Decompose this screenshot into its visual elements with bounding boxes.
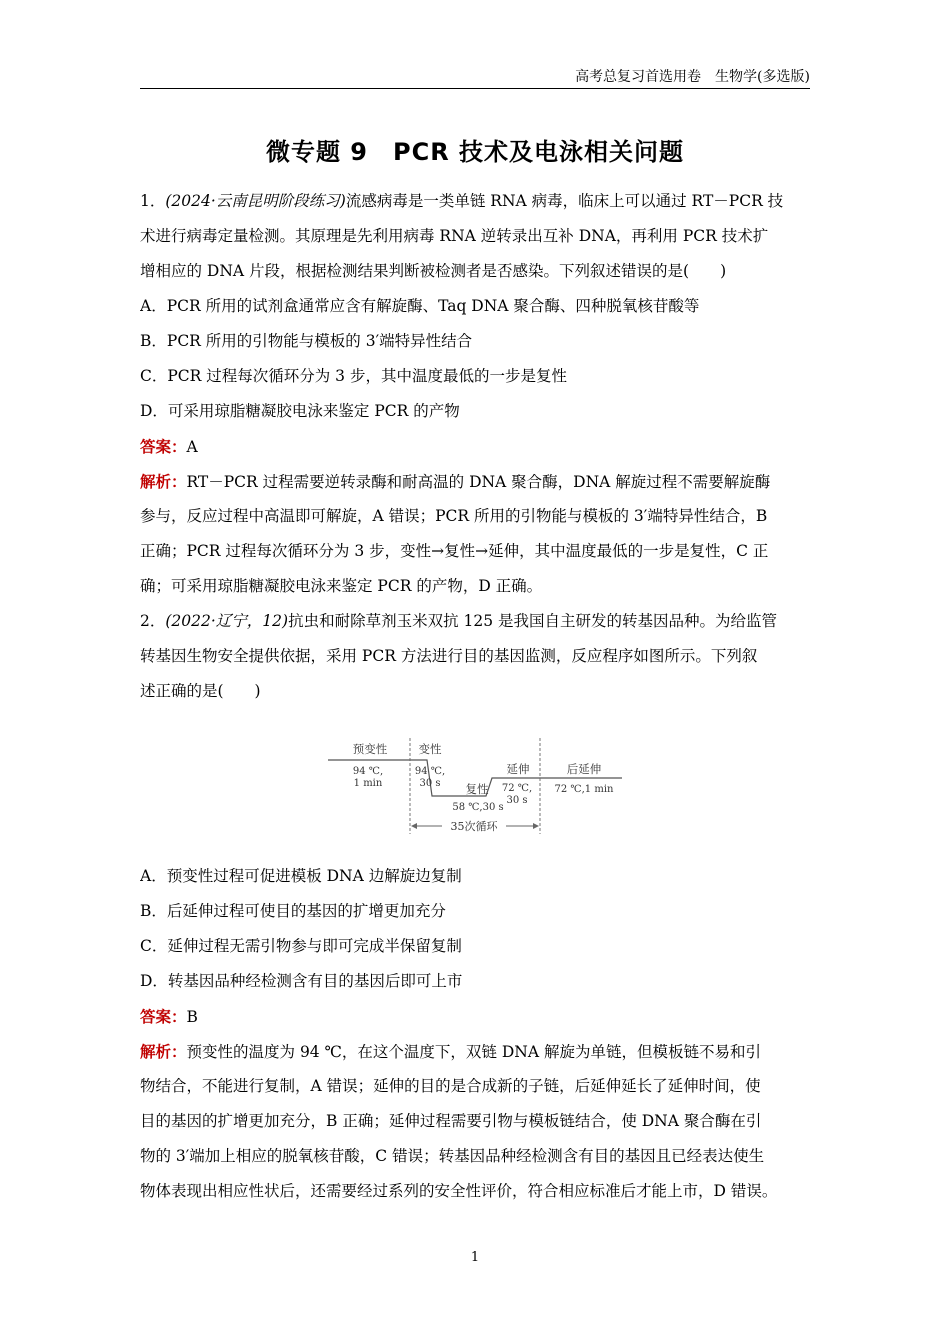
answer-label: 答案： — [140, 437, 187, 456]
q2-analysis-line: 物的 3′端加上相应的脱氧核苷酸，C 错误；转基因品种经检测含有目的基因且已经表达使生 — [140, 1147, 765, 1165]
anneal-conditions: 58 ℃,30 s — [452, 802, 504, 813]
answer-value: A — [186, 438, 198, 456]
denature-temp: 94 ℃, — [414, 766, 446, 777]
q1-analysis-line: 正确；PCR 过程每次循环分为 3 步，变性→复性→延伸，其中温度最低的一步是复性，C 正 — [140, 542, 769, 560]
q2-analysis-line — [140, 1034, 810, 1069]
pcr-program-figure — [326, 736, 626, 840]
q1-stem-text: 流感病毒是一类单链 RNA 病毒，临床上可以通过 RT－PCR 技 — [345, 192, 784, 210]
q2-stem-line — [140, 604, 810, 639]
q2-stem-line: 转基因生物安全提供依据，采用 PCR 方法进行目的基因监测，反应程序如图所示。下列叙 — [140, 647, 758, 665]
answer-label: 答案： — [140, 1007, 187, 1026]
q1-option-c: C．PCR 过程每次循环分为 3 步，其中温度最低的一步是复性 — [140, 367, 567, 385]
q2-source: (2022·辽宁，12) — [165, 612, 289, 630]
anneal-label: 复性 — [465, 782, 489, 796]
cycles-label: 35次循环 — [450, 820, 498, 833]
q1-answer — [140, 429, 810, 464]
postextend-label: 后延伸 — [566, 762, 602, 776]
q2-analysis-line: 物体表现出相应性状后，还需要经过系列的安全性评价，符合相应标准后才能上市，D 错误。 — [140, 1182, 778, 1200]
page-title: 微专题 9 PCR 技术及电泳相关问题 — [265, 138, 685, 166]
analysis-label: 解析： — [140, 1042, 187, 1061]
running-header: 高考总复习首选用卷 生物学(多选版) — [575, 69, 810, 85]
answer-value: B — [186, 1008, 198, 1026]
q1-option-a: A．PCR 所用的试剂盒通常应含有解旋酶、Taq DNA 聚合酶、四种脱氧核苷酸等 — [140, 297, 700, 315]
q1-stem-line — [140, 184, 810, 219]
q2-option-c: C．延伸过程无需引物参与即可完成半保留复制 — [140, 937, 462, 955]
arrowhead-right-icon — [533, 823, 539, 829]
q2-option-d: D．转基因品种经检测含有目的基因后即可上市 — [140, 972, 463, 990]
extend-label: 延伸 — [506, 762, 530, 776]
q2-option-b: B．后延伸过程可使目的基因的扩增更加充分 — [140, 902, 446, 920]
arrowhead-left-icon — [411, 823, 417, 829]
q2-analysis-line: 物结合，不能进行复制，A 错误；延伸的目的是合成新的子链，后延伸延长了延伸时间，使 — [140, 1077, 761, 1095]
denature-time: 30 s — [419, 778, 441, 789]
q2-stem-line: 述正确的是( ) — [140, 682, 261, 700]
extend-time: 30 s — [506, 795, 528, 806]
q1-option-d: D．可采用琼脂糖凝胶电泳来鉴定 PCR 的产物 — [140, 402, 460, 420]
extend-temp: 72 ℃, — [501, 783, 533, 794]
analysis-text: 预变性的温度为 94 ℃，在这个温度下，双链 DNA 解旋为单链，但模板链不易和引 — [186, 1043, 761, 1061]
predenature-time: 1 min — [353, 778, 383, 789]
analysis-label: 解析： — [140, 472, 187, 491]
q2-option-a: A．预变性过程可促进模板 DNA 边解旋边复制 — [140, 867, 462, 885]
q1-analysis-line: 参与，反应过程中高温即可解旋，A 错误；PCR 所用的引物能与模板的 3′端特异性结合，B — [140, 507, 768, 525]
page-number: 1 — [470, 1250, 480, 1265]
q1-analysis-line: 确；可采用琼脂糖凝胶电泳来鉴定 PCR 的产物，D 正确。 — [140, 577, 543, 595]
q1-number: 1． — [140, 192, 166, 210]
q2-number: 2． — [140, 612, 166, 630]
predenature-temp: 94 ℃, — [352, 766, 384, 777]
predenature-label: 预变性 — [352, 742, 388, 756]
analysis-text: RT－PCR 过程需要逆转录酶和耐高温的 DNA 聚合酶，DNA 解旋过程不需要解旋酶 — [186, 473, 771, 491]
main-content — [140, 184, 810, 1209]
q1-source: (2024·云南昆明阶段练习) — [165, 192, 346, 210]
q2-answer — [140, 999, 810, 1034]
q2-stem-text: 抗虫和耐除草剂玉米双抗 125 是我国自主研发的转基因品种。为给监管 — [288, 612, 778, 630]
q1-option-b: B．PCR 所用的引物能与模板的 3′端特异性结合 — [140, 332, 473, 350]
denature-label: 变性 — [418, 742, 442, 756]
q1-stem-line: 术进行病毒定量检测。其原理是先利用病毒 RNA 逆转录出互补 DNA，再利用 PCR 技术扩 — [140, 227, 769, 245]
header-rule — [140, 88, 810, 89]
q2-analysis-line: 目的基因的扩增更加充分，B 正确；延伸过程需要引物与模板链结合，使 DNA 聚合酶在引 — [140, 1112, 762, 1130]
q1-analysis-line — [140, 464, 810, 499]
postextend-conditions: 72 ℃,1 min — [554, 784, 614, 795]
q1-stem-line: 增相应的 DNA 片段，根据检测结果判断被检测者是否感染。下列叙述错误的是( ) — [140, 262, 727, 280]
